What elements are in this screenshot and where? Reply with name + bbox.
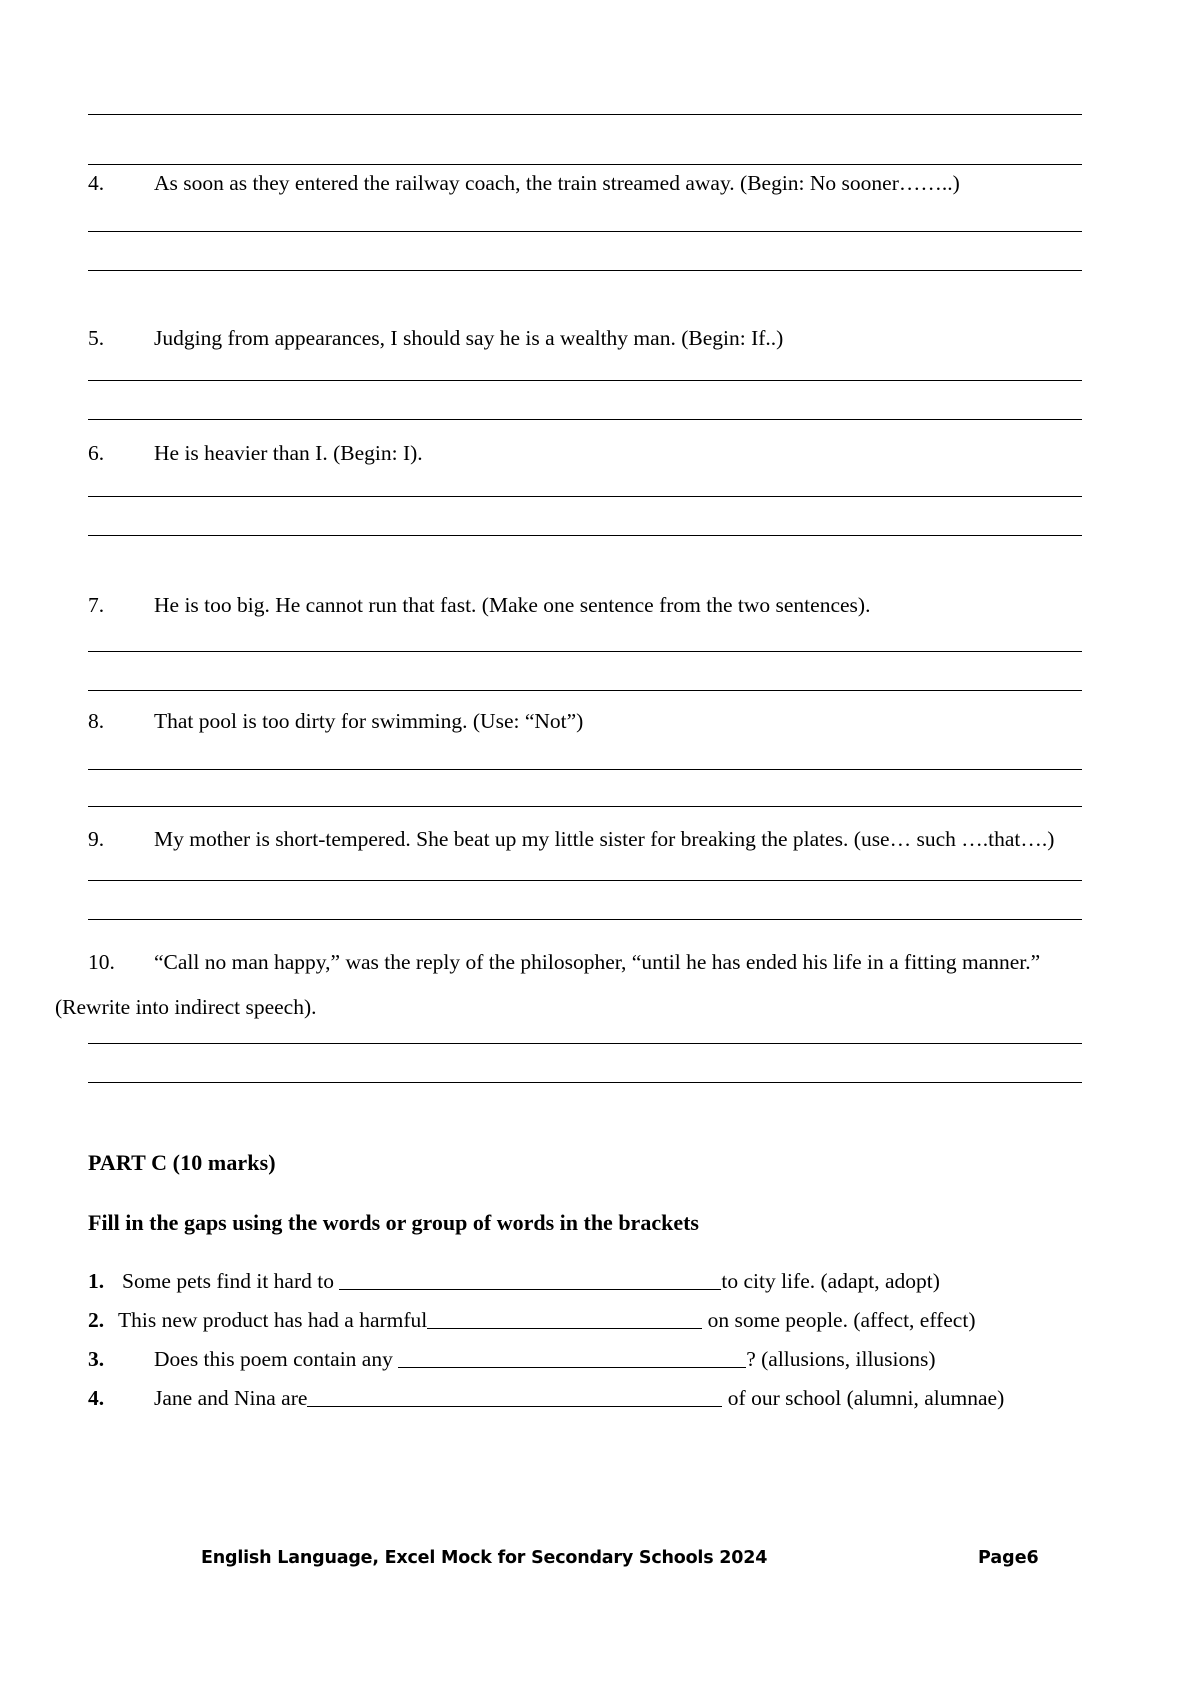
answer-rule [88,419,1082,420]
gap-number: 3. [88,1347,105,1371]
question-number: 9. [88,827,105,851]
question-number: 10. [88,950,115,974]
answer-rule [88,919,1082,920]
question-text: He is heavier than I. (Begin: I). [154,441,423,465]
question-item-9 [88,826,1098,852]
part-c-heading: PART C (10 marks) [88,1150,276,1175]
answer-rule [88,164,1082,165]
question-item-10 [55,940,1095,1030]
answer-rule [88,535,1082,536]
gap-item-1 [88,1268,1098,1294]
gap-text-before: Some pets find it hard to [122,1269,340,1293]
gap-item-4 [88,1385,1098,1411]
answer-rule [88,380,1082,381]
answer-rule [88,1082,1082,1083]
footer-exam-title: English Language, Excel Mock for Secondary Schools 2024 [201,1548,768,1568]
page-footer [0,1548,1191,1588]
question-text: “Call no man happy,” was the reply of the philosopher, “until he has ended his life in a fitting manner.” [154,950,1041,974]
gap-blank-1[interactable] [339,1270,721,1290]
question-item-4 [88,170,1098,196]
question-item-8 [88,708,1098,734]
question-item-6 [88,440,1098,466]
answer-rule [88,769,1082,770]
gap-text-after: of our school (alumni, alumnae) [722,1386,1005,1410]
gap-number: 2. [88,1308,105,1332]
question-text: He is too big. He cannot run that fast. (Make one sentence from the two sentences). [154,593,871,617]
question-number: 4. [88,171,105,195]
gap-item-3 [88,1346,1098,1372]
question-text: My mother is short-tempered. She beat up my little sister for breaking the plates. (use… such ….that….) [154,827,1055,851]
answer-rule [88,270,1082,271]
question-number: 5. [88,326,105,350]
gap-text-before: Does this poem contain any [154,1347,399,1371]
gap-text-after: on some people. (affect, effect) [702,1308,976,1332]
part-c-instruction: Fill in the gaps using the words or group of words in the brackets [88,1210,699,1235]
question-text: That pool is too dirty for swimming. (Use: “Not”) [154,709,584,733]
question-number: 8. [88,709,105,733]
answer-rule [88,690,1082,691]
gap-blank-3[interactable] [398,1348,746,1368]
gap-text-before: This new product has had a harmful [118,1308,428,1332]
gap-blank-4[interactable] [307,1387,722,1407]
gap-text-after: to city life. (adapt, adopt) [721,1269,940,1293]
gap-number: 1. [88,1269,105,1293]
answer-rule [88,806,1082,807]
answer-rule [88,496,1082,497]
question-text: As soon as they entered the railway coach, the train streamed away. (Begin: No sooner……..) [154,171,960,195]
answer-rule [88,880,1082,881]
question-number: 7. [88,593,105,617]
footer-page-number: Page6 [978,1548,1039,1568]
gap-number: 4. [88,1386,105,1410]
gap-item-2 [88,1307,1098,1333]
answer-rule [88,231,1082,232]
answer-rule [88,651,1082,652]
gap-blank-2[interactable] [427,1309,702,1329]
question-item-5 [88,325,1098,351]
question-item-7 [88,592,1098,618]
answer-rule [88,114,1082,115]
question-text: Judging from appearances, I should say he is a wealthy man. (Begin: If..) [154,326,784,350]
answer-rule [88,1043,1082,1044]
question-number: 6. [88,441,105,465]
gap-text-after: ? (allusions, illusions) [746,1347,936,1371]
question-text-line2: (Rewrite into indirect speech). [55,995,317,1019]
gap-text-before: Jane and Nina are [154,1386,308,1410]
